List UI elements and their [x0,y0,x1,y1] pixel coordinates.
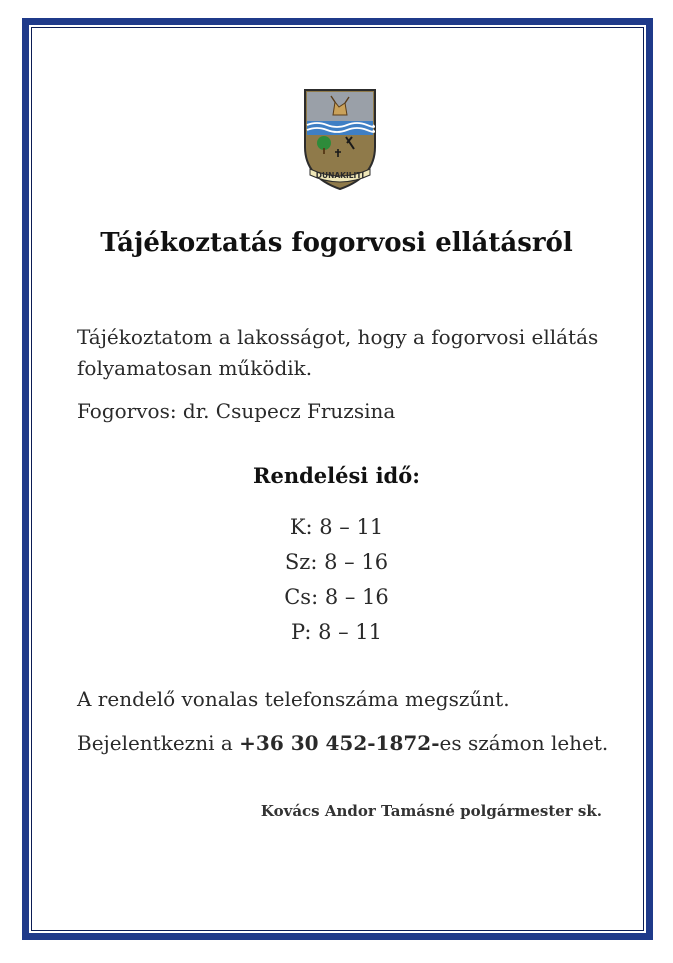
crest-banner-text: DUNAKILITI [315,171,365,180]
booking-prefix: Bejelentkezni a [77,731,240,755]
mayor-signature: Kovács Andor Tamásné polgármester sk. [260,802,602,820]
booking-line [77,728,608,759]
office-hours-row: Sz: 8 – 16 [284,550,389,574]
office-hours-heading: Rendelési idő: [253,463,420,488]
coat-of-arms-emblem [300,85,380,195]
intro-paragraph: Tájékoztatom a lakosságot, hogy a fogorvosi ellátás folyamatosan működik. [77,325,599,380]
office-hours-row: Cs: 8 – 16 [284,585,389,609]
doctor-line: Fogorvos: dr. Csupecz Fruzsina [77,399,396,423]
notice-title: Tájékoztatás fogorvosi ellátásról [100,228,573,258]
mobile-phone-number: +36 30 452-1872- [239,731,440,755]
booking-suffix: es számon lehet. [439,731,609,755]
office-hours-row: P: 8 – 11 [290,620,383,644]
office-hours-row: K: 8 – 11 [289,515,384,539]
office-hours-list [0,510,673,650]
landline-notice: A rendelő vonalas telefonszáma megszűnt. [77,687,510,711]
